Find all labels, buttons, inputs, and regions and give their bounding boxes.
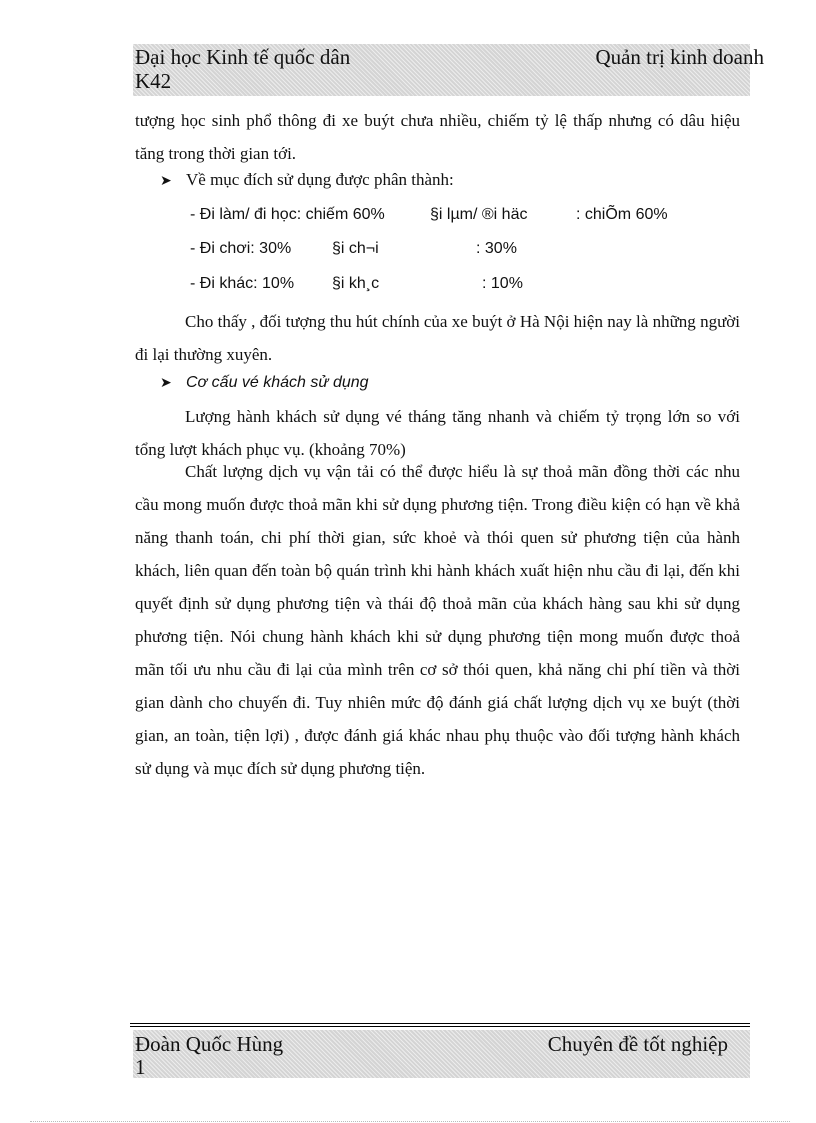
bullet-label: Về mục đích sử dụng được phân thành: [186, 170, 454, 189]
bullet-purpose [160, 170, 454, 190]
page-edge-divider [30, 1121, 790, 1122]
header-university: Đại học Kinh tế quốc dân [135, 45, 351, 69]
header-class: K42 [135, 69, 172, 93]
page-number: 1 [135, 1055, 146, 1079]
list-item-legacy-text: §i lµm/ ®i häc [430, 206, 528, 223]
paragraph-continued [135, 104, 740, 170]
footer-rule-top [130, 1023, 750, 1024]
footer-author: Đoàn Quốc Hùng [135, 1032, 284, 1056]
bullet-label: Cơ cấu vé khách sử dụng [186, 374, 369, 391]
header-department: Quản trị kinh doanh [595, 45, 764, 69]
arrowhead-bullet-icon: ➤ [160, 375, 172, 391]
bullet-ticket-structure [160, 372, 369, 392]
list-item-value: : 10% [482, 275, 523, 292]
list-item-value: : chiÕm 60% [576, 206, 668, 223]
paragraph-text: tượng học sinh phổ thông đi xe buýt chưa nhiều, chiếm tỷ lệ thấp nhưng có dâu hiệu tăng trong thời gian tới. [135, 111, 740, 163]
list-item-legacy-text: §i ch¬i [332, 240, 379, 257]
paragraph-conclusion [135, 305, 740, 371]
list-item-text: - Đi chơi: 30% [190, 240, 292, 257]
footer-title: Chuyên đề tốt nghiệp [547, 1032, 728, 1056]
list-item-text: - Đi làm/ đi học: chiếm 60% [190, 206, 385, 223]
paragraph-text: Lượng hành khách sử dụng vé tháng tăng nhanh và chiếm tỷ trọng lớn so với tổng lượt khách phục vụ. (khoảng 70%) [135, 407, 740, 459]
list-item-text: - Đi khác: 10% [190, 275, 295, 292]
paragraph-quality [135, 455, 740, 785]
list-item-value: : 30% [476, 240, 517, 257]
page-header [133, 44, 764, 96]
arrowhead-bullet-icon: ➤ [160, 173, 172, 189]
paragraph-text: Chất lượng dịch vụ vận tải có thể được hiểu là sự thoả mãn đồng thời các nhu cầu mong muốn được thoả mãn khi sử dụng phương tiện. Trong điều kiện có hạn về khả năng thanh toán, chi phí thời gian, sức khoẻ và thói quen sử phương tiện của hành khách, liên quan đến toàn bộ quán trình khi hành khách xuất hiện nhu cầu đi lại, đến khi quyết định sử dụng phương tiện và thái độ thoả mãn của khách hàng sau khi sử dụng phương tiện. Nói chung hành khách khi sử dụng phương tiện mong muốn được thoả mãn tối ưu nhu cầu đi lại của mình trên cơ sở thói quen, khả năng chi phí tiền và thời gian dành cho chuyến đi. Tuy nhiên mức độ đánh giá chất lượng dịch vụ xe buýt (thời gian, an toàn, tiện lợi) , được đánh giá khác nhau phụ thuộc vào đối tượng hành khách sử dụng và mục đích sử dụng phương tiện. [135, 462, 740, 778]
paragraph-text: Cho thấy , đối tượng thu hút chính của xe buýt ở Hà Nội hiện nay là những người đi lại thường xuyên. [135, 312, 740, 364]
footer-rule-bottom [130, 1026, 750, 1027]
page-footer [133, 1030, 750, 1078]
list-item-legacy-text: §i kh¸c [332, 275, 380, 292]
